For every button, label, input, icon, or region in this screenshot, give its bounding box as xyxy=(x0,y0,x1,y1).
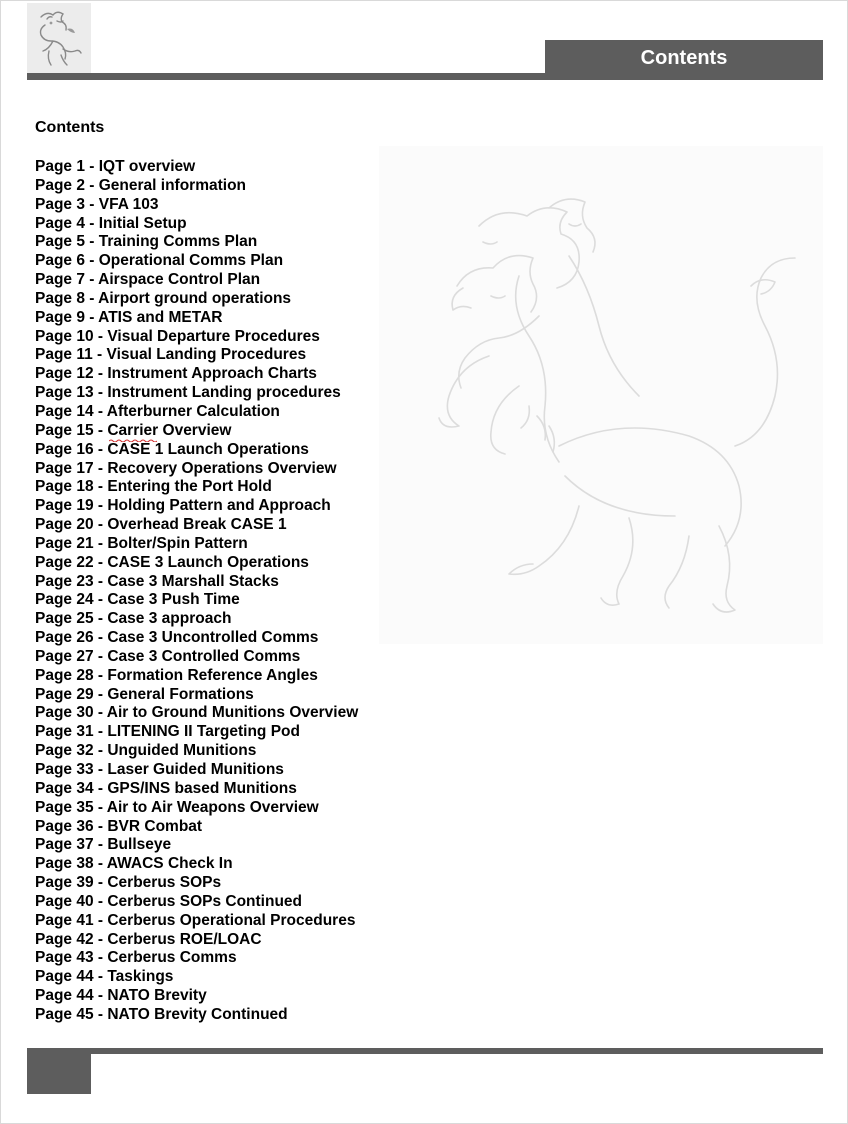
toc-entry: Page 27 - Case 3 Controlled Comms xyxy=(35,647,301,665)
contents-heading: Contents xyxy=(35,119,105,136)
toc-entry: Page 3 - VFA 103 xyxy=(35,195,159,213)
toc-entry: Page 21 - Bolter/Spin Pattern xyxy=(35,534,248,552)
toc-entry: Page 30 - Air to Ground Munitions Overview xyxy=(35,704,359,722)
toc-entry: Page 14 - Afterburner Calculation xyxy=(35,402,280,420)
griffin-emblem-icon xyxy=(27,3,91,74)
table-of-contents-list xyxy=(35,158,358,1025)
toc-entry: Page 32 - Unguided Munitions xyxy=(35,742,257,760)
toc-entry: Page 20 - Overhead Break CASE 1 xyxy=(35,516,287,534)
toc-entry: Page 26 - Case 3 Uncontrolled Comms xyxy=(35,629,319,647)
toc-entry: Page 33 - Laser Guided Munitions xyxy=(35,761,284,778)
toc-entry: Page 34 - GPS/INS based Munitions xyxy=(35,779,297,797)
toc-entry: Page 6 - Operational Comms Plan xyxy=(35,252,284,270)
toc-entry: Page 31 - LITENING II Targeting Pod xyxy=(35,723,300,741)
toc-entry: Page 12 - Instrument Approach Charts xyxy=(35,365,317,383)
toc-entry: Page 44 - Taskings xyxy=(35,968,174,986)
toc-entry: Page 36 - BVR Combat xyxy=(35,817,203,835)
toc-entry: Page 37 - Bullseye xyxy=(35,836,172,854)
toc-entry: Page 39 - Cerberus SOPs xyxy=(35,874,222,892)
toc-entry: Page 19 - Holding Pattern and Approach xyxy=(35,497,331,515)
toc-entry: Page 22 - CASE 3 Launch Operations xyxy=(35,553,309,571)
rampant-chimera-watermark-icon xyxy=(379,146,823,644)
toc-entry: Page 13 - Instrument Landing procedures xyxy=(35,384,341,402)
toc-entry: Page 11 - Visual Landing Procedures xyxy=(35,346,307,364)
toc-entry: Page 29 - General Formations xyxy=(35,685,254,703)
spellcheck-underline-icon xyxy=(109,439,157,442)
toc-entry: Page 38 - AWACS Check In xyxy=(35,855,233,873)
toc-entry: Page 24 - Case 3 Push Time xyxy=(35,591,240,609)
toc-entry: Page 28 - Formation Reference Angles xyxy=(35,666,318,684)
toc-entry: Page 42 - Cerberus ROE/LOAC xyxy=(35,930,262,948)
toc-entry: Page 25 - Case 3 approach xyxy=(35,610,232,628)
toc-entry: Page 43 - Cerberus Comms xyxy=(35,949,237,967)
toc-entry: Page 15 - Carrier Overview xyxy=(35,421,232,439)
toc-entry: Page 41 - Cerberus Operational Procedures xyxy=(35,911,356,929)
toc-entry: Page 40 - Cerberus SOPs Continued xyxy=(35,892,303,910)
footer-rule xyxy=(27,1048,823,1054)
toc-entry: Page 4 - Initial Setup xyxy=(35,214,187,232)
toc-entry: Page 9 - ATIS and METAR xyxy=(35,308,223,326)
toc-entry: Page 23 - Case 3 Marshall Stacks xyxy=(35,572,279,590)
toc-entry: Page 8 - Airport ground operations xyxy=(35,289,292,307)
footer-page-tab xyxy=(27,1054,91,1094)
header-title: Contents xyxy=(640,47,728,69)
toc-entry: Page 10 - Visual Departure Procedures xyxy=(35,327,320,345)
toc-entry: Page 16 - CASE 1 Launch Operations xyxy=(35,440,309,458)
toc-entry: Page 2 - General information xyxy=(35,176,247,194)
toc-entry: Page 17 - Recovery Operations Overview xyxy=(35,459,337,477)
toc-entry: Page 1 - IQT overview xyxy=(35,158,196,175)
toc-entry: Page 44 - NATO Brevity xyxy=(35,987,207,1005)
header-rule xyxy=(27,73,823,80)
toc-entry: Page 18 - Entering the Port Hold xyxy=(35,478,272,496)
toc-entry: Page 5 - Training Comms Plan xyxy=(35,233,258,251)
toc-entry: Page 45 - NATO Brevity Continued xyxy=(35,1005,288,1023)
toc-entry: Page 7 - Airspace Control Plan xyxy=(35,271,261,289)
toc-entry: Page 35 - Air to Air Weapons Overview xyxy=(35,798,319,816)
